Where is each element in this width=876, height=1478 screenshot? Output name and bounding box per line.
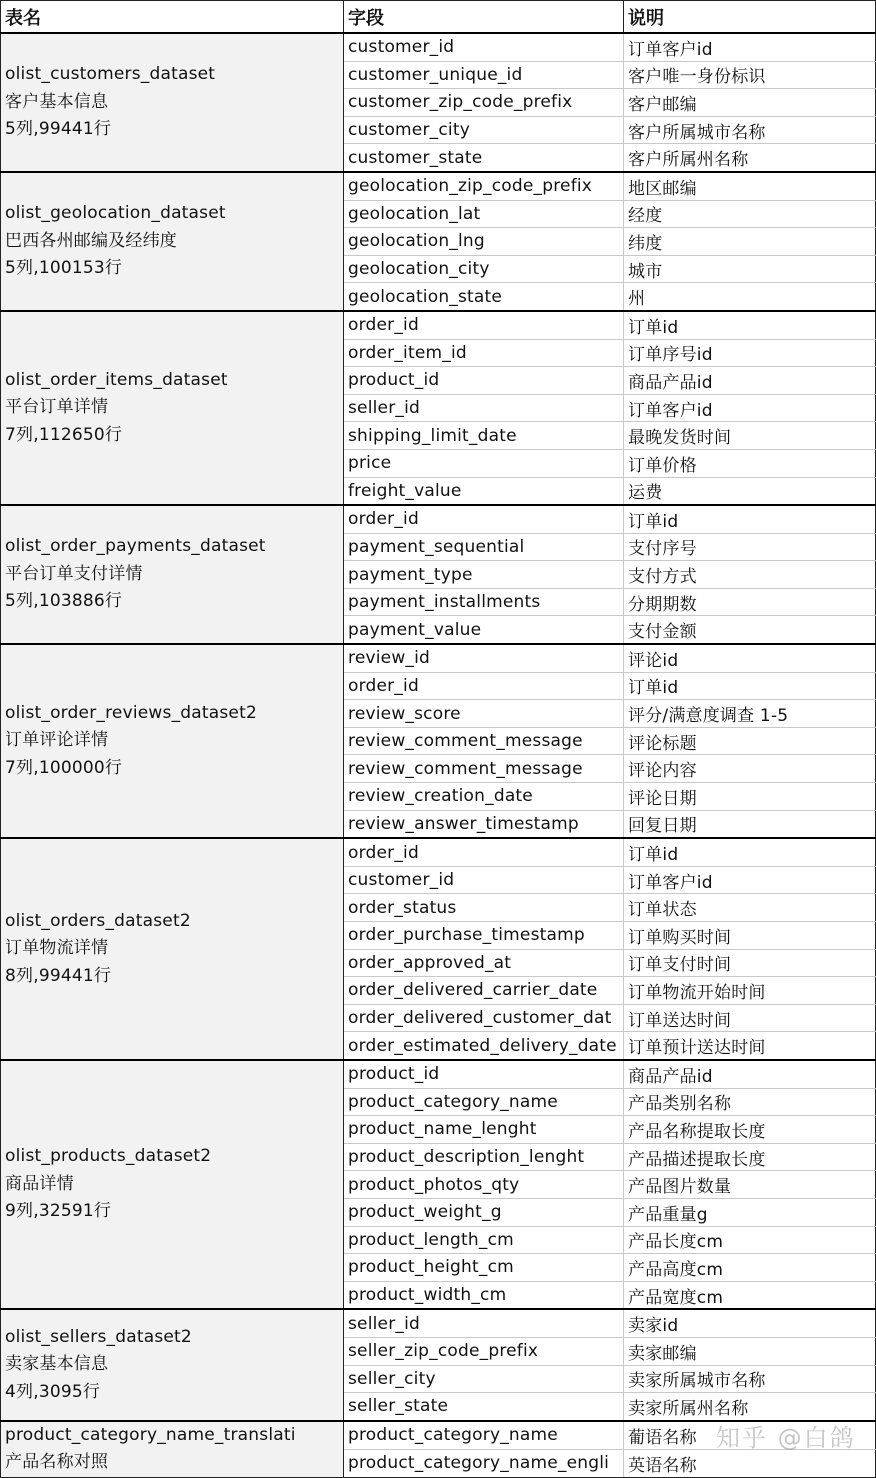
field-description-cell: 卖家邮编 xyxy=(624,1337,876,1365)
dataset-name: olist_orders_dataset2 xyxy=(5,910,191,931)
dataset-name: olist_order_payments_dataset xyxy=(5,536,266,557)
dataset-name: olist_sellers_dataset2 xyxy=(5,1326,192,1347)
field-name-cell: order_id xyxy=(344,311,624,339)
field-name-cell: price xyxy=(344,449,624,477)
field-name-cell: seller_zip_code_prefix xyxy=(344,1337,624,1365)
table-body xyxy=(1,33,876,1477)
table-row xyxy=(1,33,876,61)
field-description-cell: 评论内容 xyxy=(624,755,876,783)
field-name-cell: seller_city xyxy=(344,1365,624,1393)
field-name-cell: order_id xyxy=(344,838,624,866)
field-name-cell: seller_state xyxy=(344,1393,624,1421)
dataset-cell xyxy=(1,172,344,311)
field-description-cell: 产品类别名称 xyxy=(624,1088,876,1116)
field-description-cell: 产品长度cm xyxy=(624,1226,876,1254)
field-description-cell: 订单id xyxy=(624,311,876,339)
field-name-cell: customer_city xyxy=(344,116,624,144)
field-description-cell: 商品产品id xyxy=(624,367,876,395)
field-name-cell: customer_id xyxy=(344,33,624,61)
field-name-cell: customer_unique_id xyxy=(344,61,624,89)
field-name-cell: customer_id xyxy=(344,866,624,894)
field-description-cell: 英语名称 xyxy=(624,1449,876,1477)
field-name-cell: payment_sequential xyxy=(344,533,624,561)
dataset-desc: 商品详情 xyxy=(5,1173,74,1194)
field-description-cell: 产品重量g xyxy=(624,1198,876,1226)
field-description-cell: 卖家所属州名称 xyxy=(624,1393,876,1421)
field-name-cell: review_answer_timestamp xyxy=(344,810,624,838)
field-description-cell: 支付方式 xyxy=(624,561,876,589)
field-description-cell: 商品产品id xyxy=(624,1060,876,1088)
field-description-cell: 订单id xyxy=(624,838,876,866)
field-description-cell: 评分/满意度调查 1-5 xyxy=(624,700,876,728)
field-name-cell: order_approved_at xyxy=(344,949,624,977)
field-name-cell: geolocation_lng xyxy=(344,228,624,256)
field-description-cell: 产品图片数量 xyxy=(624,1171,876,1199)
dataset-cell xyxy=(1,1060,344,1309)
field-name-cell: payment_type xyxy=(344,561,624,589)
field-description-cell: 支付序号 xyxy=(624,533,876,561)
dataset-desc: 平台订单支付详情 xyxy=(5,563,143,584)
field-description-cell: 葡语名称 xyxy=(624,1421,876,1450)
field-name-cell: review_creation_date xyxy=(344,783,624,811)
field-description-cell: 客户邮编 xyxy=(624,89,876,117)
dataset-desc: 产品名称对照 xyxy=(5,1452,109,1473)
dataset-name: product_category_name_translati xyxy=(5,1424,296,1445)
field-description-cell: 订单客户id xyxy=(624,33,876,61)
field-name-cell: product_category_name_engli xyxy=(344,1449,624,1477)
dataset-desc: 卖家基本信息 xyxy=(5,1354,109,1375)
field-name-cell: review_score xyxy=(344,700,624,728)
dataset-desc: 平台订单详情 xyxy=(5,397,109,418)
field-description-cell: 订单序号id xyxy=(624,339,876,367)
field-name-cell: product_id xyxy=(344,1060,624,1088)
dataset-size: 8列,99441行 xyxy=(5,965,112,986)
field-name-cell: review_id xyxy=(344,644,624,672)
field-description-cell: 订单状态 xyxy=(624,894,876,922)
field-name-cell: order_delivered_carrier_date xyxy=(344,977,624,1005)
field-description-cell: 评论标题 xyxy=(624,727,876,755)
field-description-cell: 产品高度cm xyxy=(624,1254,876,1282)
field-description-cell: 订单id xyxy=(624,505,876,533)
table-row xyxy=(1,311,876,339)
field-description-cell: 卖家所属城市名称 xyxy=(624,1365,876,1393)
field-description-cell: 纬度 xyxy=(624,228,876,256)
field-name-cell: review_comment_message xyxy=(344,755,624,783)
field-name-cell: customer_zip_code_prefix xyxy=(344,89,624,117)
field-description-cell: 支付金额 xyxy=(624,616,876,644)
field-description-cell: 订单id xyxy=(624,672,876,700)
dataset-desc: 订单物流详情 xyxy=(5,938,109,959)
field-name-cell: payment_value xyxy=(344,616,624,644)
field-name-cell: product_length_cm xyxy=(344,1226,624,1254)
dataset-name: olist_geolocation_dataset xyxy=(5,203,226,224)
field-name-cell: seller_id xyxy=(344,394,624,422)
table-row xyxy=(1,1060,876,1088)
dataset-size: 9列,32591行 xyxy=(5,1201,112,1222)
dataset-size: 4列,3095行 xyxy=(5,1381,101,1402)
field-name-cell: order_purchase_timestamp xyxy=(344,922,624,950)
field-description-cell: 客户所属城市名称 xyxy=(624,116,876,144)
dataset-cell xyxy=(1,1309,344,1420)
table-row xyxy=(1,172,876,200)
table-row xyxy=(1,1309,876,1337)
field-description-cell: 回复日期 xyxy=(624,810,876,838)
field-description-cell: 评论日期 xyxy=(624,783,876,811)
field-name-cell: freight_value xyxy=(344,477,624,505)
dataset-size: 5列,103886行 xyxy=(5,591,123,612)
dataset-name: olist_order_reviews_dataset2 xyxy=(5,702,257,723)
field-name-cell: order_id xyxy=(344,672,624,700)
field-name-cell: geolocation_city xyxy=(344,255,624,283)
dataset-size: 7列,112650行 xyxy=(5,424,123,445)
watermark: 知乎 @白鸽 xyxy=(716,1424,856,1452)
field-name-cell: geolocation_lat xyxy=(344,200,624,228)
field-name-cell: payment_installments xyxy=(344,588,624,616)
field-description-cell: 产品名称提取长度 xyxy=(624,1116,876,1144)
header-field: 字段 xyxy=(344,1,624,34)
field-description-cell: 评论id xyxy=(624,644,876,672)
field-description-cell: 客户唯一身份标识 xyxy=(624,61,876,89)
dataset-size: 5列,100153行 xyxy=(5,258,123,279)
field-name-cell: seller_id xyxy=(344,1309,624,1337)
table-row xyxy=(1,1421,876,1450)
field-name-cell: order_estimated_delivery_date xyxy=(344,1032,624,1060)
field-description-cell: 订单预计送达时间 xyxy=(624,1032,876,1060)
header-row xyxy=(1,1,876,34)
field-name-cell: product_height_cm xyxy=(344,1254,624,1282)
field-description-cell: 产品描述提取长度 xyxy=(624,1143,876,1171)
field-description-cell: 经度 xyxy=(624,200,876,228)
field-description-cell: 分期期数 xyxy=(624,588,876,616)
table-row xyxy=(1,644,876,672)
field-name-cell: product_category_name xyxy=(344,1088,624,1116)
dataset-size: 7列,100000行 xyxy=(5,757,123,778)
dataset-cell xyxy=(1,505,344,644)
field-name-cell: product_id xyxy=(344,367,624,395)
dataset-cell xyxy=(1,838,344,1060)
field-description-cell: 最晚发货时间 xyxy=(624,422,876,450)
dataset-size: 5列,99441行 xyxy=(5,119,112,140)
field-name-cell: order_status xyxy=(344,894,624,922)
field-description-cell: 订单物流开始时间 xyxy=(624,977,876,1005)
field-description-cell: 产品宽度cm xyxy=(624,1281,876,1309)
table-row xyxy=(1,838,876,866)
field-name-cell: order_id xyxy=(344,505,624,533)
field-name-cell: geolocation_zip_code_prefix xyxy=(344,172,624,200)
field-name-cell: order_delivered_customer_dat xyxy=(344,1004,624,1032)
field-description-cell: 订单价格 xyxy=(624,449,876,477)
field-description-cell: 订单客户id xyxy=(624,866,876,894)
dataset-desc: 巴西各州邮编及经纬度 xyxy=(5,230,177,251)
field-name-cell: product_description_lenght xyxy=(344,1143,624,1171)
header-description: 说明 xyxy=(624,1,876,34)
field-name-cell: product_weight_g xyxy=(344,1198,624,1226)
field-description-cell: 州 xyxy=(624,283,876,311)
field-name-cell: shipping_limit_date xyxy=(344,422,624,450)
dataset-name: olist_customers_dataset xyxy=(5,64,216,85)
field-name-cell: product_width_cm xyxy=(344,1281,624,1309)
table-row xyxy=(1,505,876,533)
field-description-cell: 运费 xyxy=(624,477,876,505)
field-name-cell: geolocation_state xyxy=(344,283,624,311)
dataset-name: olist_products_dataset2 xyxy=(5,1146,212,1167)
field-name-cell: product_name_lenght xyxy=(344,1116,624,1144)
field-description-cell: 地区邮编 xyxy=(624,172,876,200)
field-name-cell: order_item_id xyxy=(344,339,624,367)
field-description-cell: 订单送达时间 xyxy=(624,1004,876,1032)
field-description-cell: 客户所属州名称 xyxy=(624,144,876,172)
header-table-name: 表名 xyxy=(1,1,344,34)
field-description-cell: 卖家id xyxy=(624,1309,876,1337)
field-description-cell: 订单支付时间 xyxy=(624,949,876,977)
dataset-name: olist_order_items_dataset xyxy=(5,369,228,390)
dataset-desc: 客户基本信息 xyxy=(5,91,109,112)
field-name-cell: customer_state xyxy=(344,144,624,172)
dataset-cell xyxy=(1,644,344,838)
dataset-cell xyxy=(1,33,344,172)
field-description-cell: 订单客户id xyxy=(624,394,876,422)
field-name-cell: review_comment_message xyxy=(344,727,624,755)
dataset-cell xyxy=(1,1421,344,1478)
dataset-desc: 订单评论详情 xyxy=(5,730,109,751)
field-description-cell: 订单购买时间 xyxy=(624,922,876,950)
dataset-cell xyxy=(1,311,344,505)
field-description-cell: 城市 xyxy=(624,255,876,283)
field-name-cell: product_photos_qty xyxy=(344,1171,624,1199)
field-name-cell: product_category_name xyxy=(344,1421,624,1450)
